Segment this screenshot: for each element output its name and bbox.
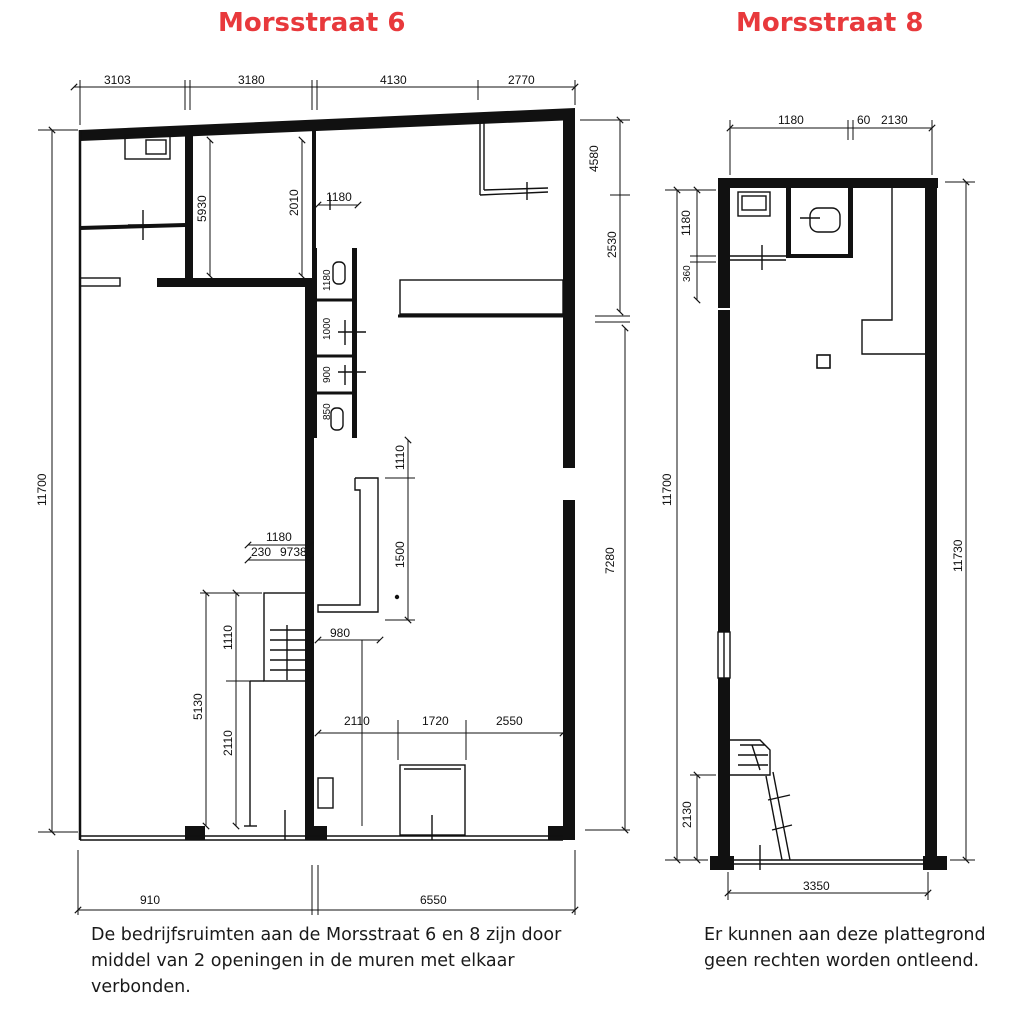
dim-stair-h1: 1110 bbox=[221, 625, 235, 650]
dim-right-top: 4580 bbox=[587, 145, 601, 172]
lines-morsstraat-6 bbox=[80, 120, 563, 840]
dim-bottom-1: 910 bbox=[140, 893, 161, 907]
walls-morsstraat-8 bbox=[710, 178, 947, 870]
title-morsstraat-8: Morsstraat 8 bbox=[736, 8, 924, 38]
note-morsstraat-8: Er kunnen aan deze plattegrond geen rechten worden ontleend. bbox=[704, 925, 986, 971]
dim-top-2: 3180 bbox=[238, 73, 265, 87]
dim-stair-h-total: 5130 bbox=[191, 693, 205, 720]
walls-morsstraat-6 bbox=[80, 108, 575, 840]
dim8-top-2: 60 bbox=[857, 113, 871, 127]
dim-room-depth: 5930 bbox=[195, 195, 209, 222]
dimensions-morsstraat-6 bbox=[38, 80, 630, 915]
dim8-stair-h: 2130 bbox=[680, 801, 694, 828]
dim-stair-h2: 2110 bbox=[221, 730, 235, 756]
plan-morsstraat-6 bbox=[35, 73, 630, 915]
dim-counter-h1: 1110 bbox=[393, 445, 407, 470]
dim-wc-1: 1180 bbox=[322, 269, 333, 291]
dim-left-height: 11700 bbox=[35, 473, 49, 506]
note-morsstraat-6: De bedrijfsruimten aan de Morsstraat 6 en 8 zijn door middel van 2 openingen in de muren met elkaar verbonden. bbox=[91, 925, 562, 997]
dim-stair-sub-a: 230 bbox=[251, 545, 272, 559]
dim-stair-width: 1180 bbox=[266, 530, 292, 544]
dim8-bottom-width: 3350 bbox=[803, 879, 830, 893]
dim-top-1: 3103 bbox=[104, 73, 131, 87]
dim-right-mid: 2530 bbox=[605, 231, 619, 258]
dim8-left-height: 11700 bbox=[660, 473, 674, 506]
dim-corridor-width: 1180 bbox=[326, 190, 352, 204]
dim8-right-height: 11730 bbox=[951, 539, 965, 572]
dim8-wc-gap: 360 bbox=[682, 265, 693, 282]
dim-wc-2: 1000 bbox=[322, 317, 333, 340]
dim8-wc-h: 1180 bbox=[679, 210, 693, 236]
lines-morsstraat-8 bbox=[718, 188, 925, 870]
dim-counter-h2: 1500 bbox=[393, 541, 407, 568]
dim-corridor-depth: 2010 bbox=[287, 189, 301, 216]
dim-top-4: 2770 bbox=[508, 73, 535, 87]
dim-stair-sub-b: 9738 bbox=[280, 545, 307, 559]
dim-opening: 980 bbox=[330, 626, 351, 640]
dim-right-low: 7280 bbox=[603, 547, 617, 574]
dim8-top-3: 2130 bbox=[881, 113, 908, 127]
dim-wc-3: 900 bbox=[322, 366, 333, 383]
dim-front-3: 2550 bbox=[496, 714, 523, 728]
title-morsstraat-6: Morsstraat 6 bbox=[218, 8, 406, 38]
plan-morsstraat-8 bbox=[660, 113, 975, 900]
dim-front-2: 1720 bbox=[422, 714, 449, 728]
dim-top-3: 4130 bbox=[380, 73, 407, 87]
dim8-top-1: 1180 bbox=[778, 113, 804, 127]
dim-wc-4: 850 bbox=[322, 403, 333, 420]
dim-front-1: 2110 bbox=[344, 714, 370, 728]
dim-bottom-2: 6550 bbox=[420, 893, 447, 907]
